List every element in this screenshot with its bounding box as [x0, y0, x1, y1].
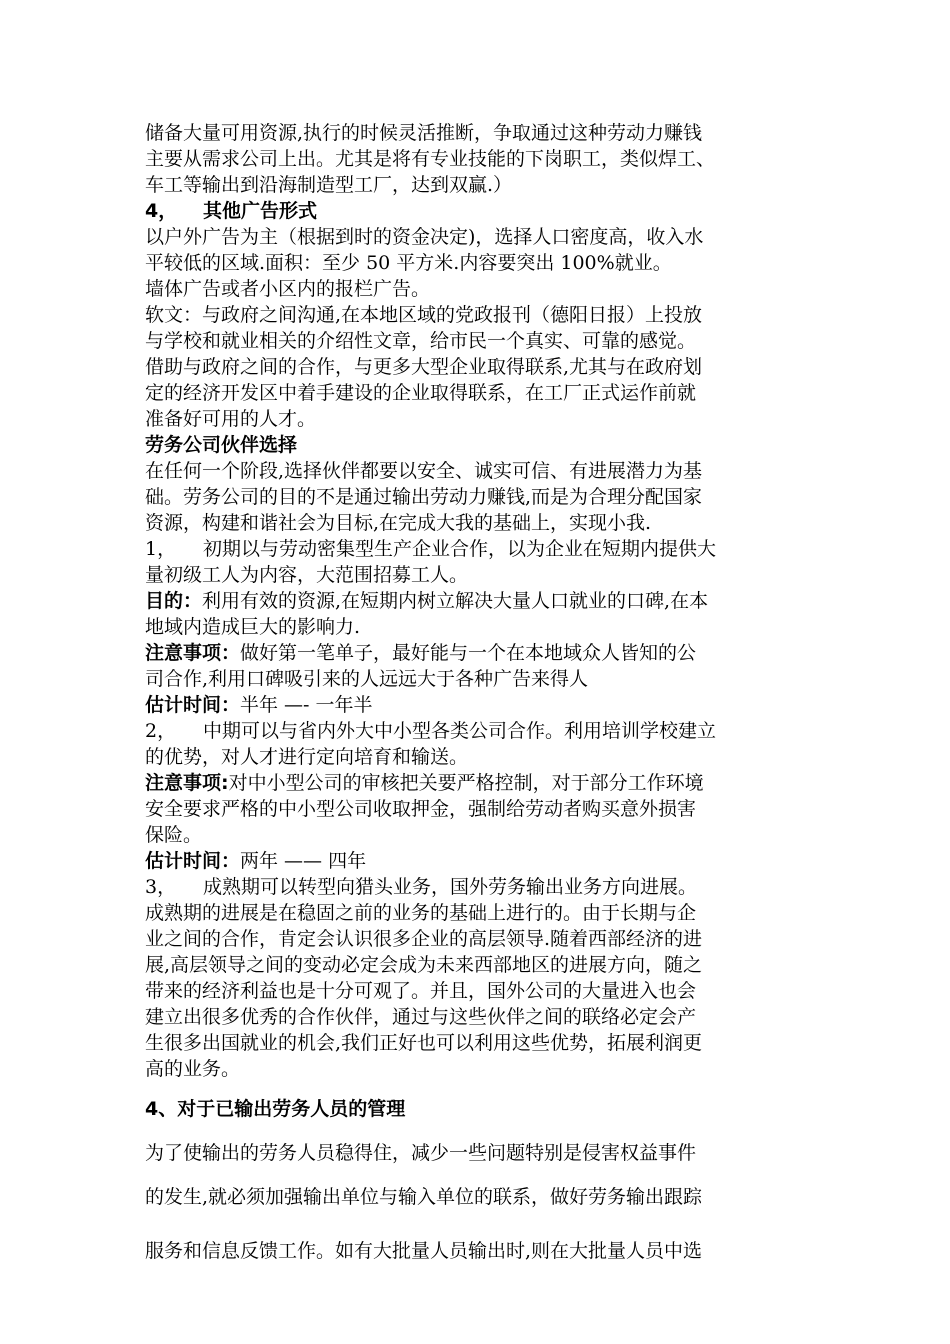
- paragraph-line: 储备大量可用资源,执行的时候灵活推断，争取通过这种劳动力赚钱: [145, 122, 703, 144]
- paragraph-line: 展,高层领导之间的变动必定会成为未来西部地区的进展方向，随之: [145, 954, 703, 976]
- paragraph-line: 地域内造成巨大的影响力.: [145, 616, 361, 638]
- paragraph-line: 带来的经济利益也是十分可观了。并且，国外公司的大量进入也会: [145, 980, 697, 1002]
- label-text: 对中小型公司的审核把关要严格控制，对于部分工作环境: [228, 772, 704, 794]
- heading-text: 其他广告形式: [203, 200, 318, 222]
- label-time: 估计时间：: [145, 850, 241, 872]
- paragraph-line: 量初级工人为内容，大范围招募工人。: [145, 564, 469, 586]
- paragraph-line: 建立出很多优秀的合作伙伴，通过与这些伙伴之间的联络必定会产: [145, 1006, 697, 1028]
- paragraph-line: 安全要求严格的中小型公司收取押金，强制给劳动者购买意外损害: [145, 798, 697, 820]
- label-text: 利用有效的资源,在短期内树立解决大量人口就业的口碑,在本: [202, 590, 709, 612]
- paragraph-line: 资源，构建和谐社会为目标,在完成大我的基础上，实现小我.: [145, 512, 652, 534]
- paragraph-line: 司合作,利用口碑吸引来的人远远大于各种广告来得人: [145, 668, 589, 690]
- labeled-line: [145, 770, 813, 796]
- numbered-item: [145, 874, 813, 900]
- paragraph-line: 的优势，对人才进行定向培育和输送。: [145, 746, 469, 768]
- paragraph-line: 服务和信息反馈工作。如有大批量人员输出时,则在大批量人员中选: [145, 1240, 703, 1262]
- item-text: 成熟期可以转型向猎头业务，国外劳务输出业务方向进展。: [203, 876, 698, 898]
- label-text: 两年 —— 四年: [240, 850, 367, 872]
- paragraph-line: 为了使输出的劳务人员稳得住，减少一些问题特别是侵害权益事件: [145, 1142, 697, 1164]
- label-time: 估计时间：: [145, 694, 241, 716]
- paragraph-line: 的发生,就必须加强输出单位与输入单位的联系，做好劳务输出跟踪: [145, 1186, 703, 1208]
- labeled-line: [145, 640, 813, 666]
- labeled-line: [145, 848, 813, 874]
- labeled-line: [145, 692, 813, 718]
- paragraph-line: 保险。: [145, 824, 203, 846]
- label-text: 半年 —- 一年半: [240, 694, 373, 716]
- paragraph-line: 在任何一个阶段,选择伙伴都要以安全、诚实可信、有进展潜力为基: [145, 460, 703, 482]
- paragraph-line: 生很多出国就业的机会,我们正好也可以利用这些优势，拓展利润更: [145, 1032, 703, 1054]
- paragraph-line: 定的经济开发区中着手建设的企业取得联系，在工厂正式运作前就: [145, 382, 697, 404]
- paragraph-line: 平较低的区域.面积：至少 50 平方米.内容要突出 100%就业。: [145, 252, 672, 274]
- item-number: 1，: [145, 538, 177, 560]
- paragraph-line: 借助与政府之间的合作，与更多大型企业取得联系,尤其与在政府划: [145, 356, 703, 378]
- heading-number: 4，: [145, 200, 178, 222]
- numbered-item: [145, 536, 813, 562]
- section-heading: 4、对于已输出劳务人员的管理: [145, 1098, 406, 1120]
- paragraph-line: 以户外广告为主（根据到时的资金决定)，选择人口密度高，收入水: [145, 226, 704, 248]
- label-notes: 注意事项：: [145, 642, 241, 664]
- label-purpose: 目的：: [145, 590, 203, 612]
- paragraph-line: 础。劳务公司的目的不是通过输出劳动力赚钱,而是为合理分配国家: [145, 486, 703, 508]
- paragraph-line: 成熟期的进展是在稳固之前的业务的基础上进行的。由于长期与企: [145, 902, 697, 924]
- numbered-item: [145, 718, 813, 744]
- item-text: 初期以与劳动密集型生产企业合作，以为企业在短期内提供大: [203, 538, 717, 560]
- paragraph-line: 软文：与政府之间沟通,在本地区域的党政报刊（德阳日报）上投放: [145, 304, 703, 326]
- paragraph-line: 墙体广告或者小区内的报栏广告。: [145, 278, 431, 300]
- paragraph-line: 主要从需求公司上出。尤其是将有专业技能的下岗职工，类似焊工、: [145, 148, 716, 170]
- label-notes: 注意事项:: [145, 772, 229, 794]
- paragraph-line: 准备好可用的人才。: [145, 408, 317, 430]
- paragraph-line: 车工等输出到沿海制造型工厂，达到双赢.）: [145, 174, 513, 196]
- item-text: 中期可以与省内外大中小型各类公司合作。利用培训学校建立: [203, 720, 717, 742]
- paragraph-line: 与学校和就业相关的介绍性文章，给市民一个真实、可靠的感觉。: [145, 330, 697, 352]
- label-text: 做好第一笔单子，最好能与一个在本地域众人皆知的公: [240, 642, 697, 664]
- paragraph-line: 高的业务。: [145, 1058, 241, 1080]
- item-number: 3，: [145, 876, 177, 898]
- item-number: 2，: [145, 720, 177, 742]
- labeled-line: [145, 588, 813, 614]
- document-body: [145, 120, 813, 1264]
- section-heading: 劳务公司伙伴选择: [145, 434, 298, 456]
- paragraph-line: 业之间的合作，肯定会认识很多企业的高层领导.随着西部经济的进: [145, 928, 703, 950]
- section-heading: [145, 198, 813, 224]
